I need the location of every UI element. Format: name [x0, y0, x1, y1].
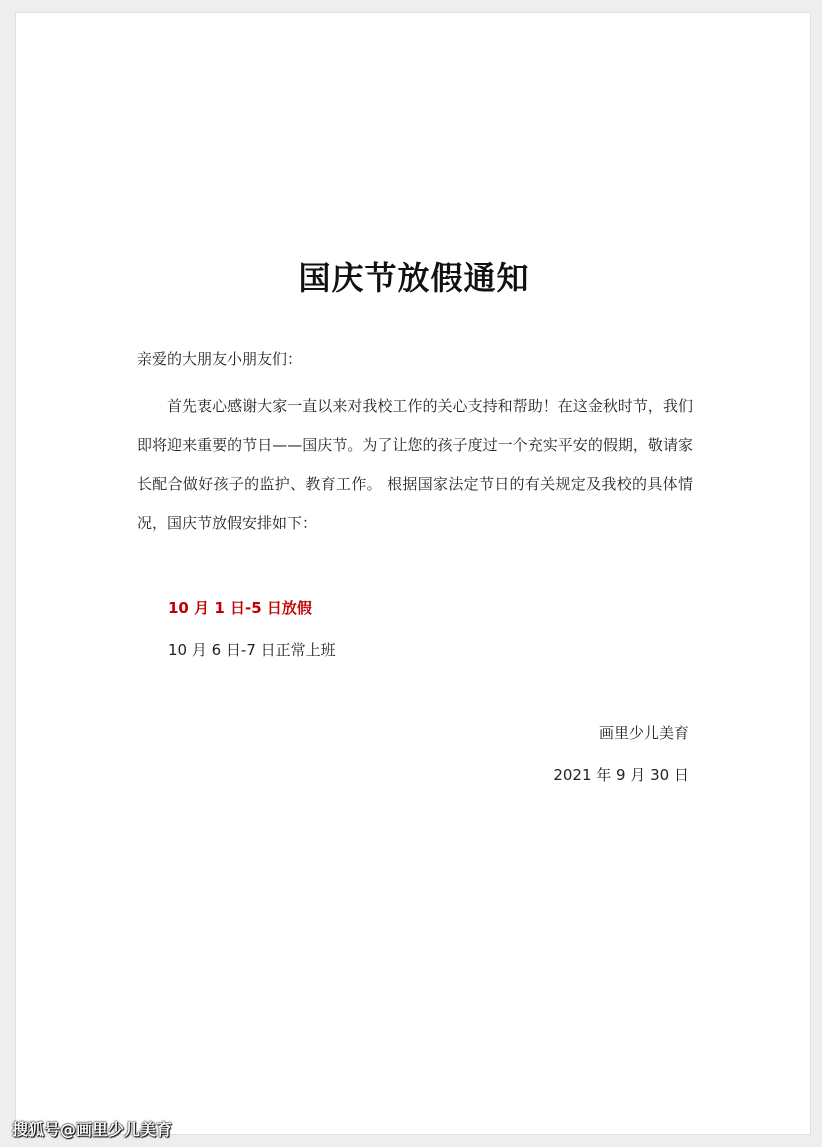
notice-title: 国庆节放假通知	[298, 259, 530, 297]
body-paragraph: 首先衷心感谢大家一直以来对我校工作的关心支持和帮助！在这金秋时节，我们即将迎来重要的节日——国庆节。为了让您的孩子度过一个充实平安的假期，敬请家长配合做好孩子的监护、教育工作。 根据国家法定节日的有关规定及我校的具体情况，国庆节放假安排如下：	[137, 397, 693, 532]
watermark-text: 搜狐号@画里少儿美育	[12, 1120, 173, 1139]
signature-text: 画里少儿美育	[598, 724, 689, 742]
document-page	[15, 12, 811, 1135]
salutation-text: 亲爱的大朋友小朋友们：	[137, 350, 303, 368]
date-text: 2021 年 9 月 30 日	[553, 766, 689, 784]
work-resume-text: 10 月 6 日-7 日正常上班	[168, 641, 336, 659]
holiday-period-text: 10 月 1 日-5 日放假	[168, 599, 312, 617]
